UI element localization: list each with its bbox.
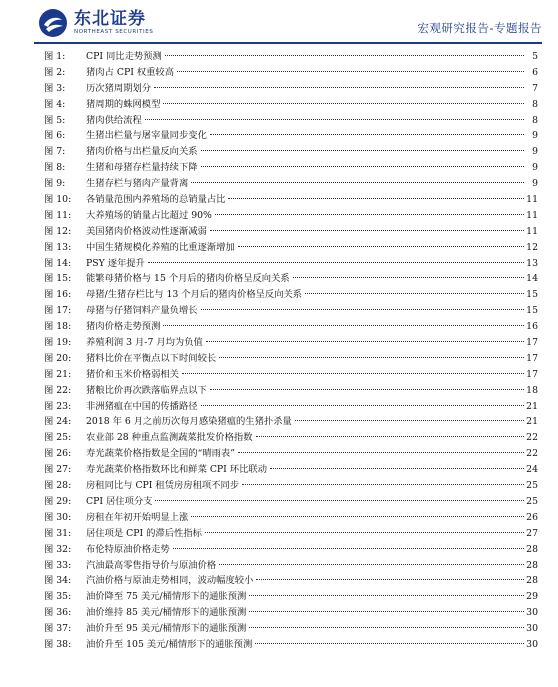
page-number: 22 — [526, 432, 538, 444]
dot-leader — [219, 357, 524, 358]
figure-index-item[interactable] — [44, 192, 538, 208]
page-number: 27 — [526, 527, 538, 539]
page-number: 11 — [526, 209, 538, 221]
figure-index-item[interactable] — [44, 97, 538, 113]
page-number: 9 — [532, 146, 538, 158]
figure-number: 图 29: — [44, 495, 72, 507]
figure-number: 图 22: — [44, 384, 72, 396]
dot-leader — [165, 55, 524, 56]
dot-leader — [295, 420, 524, 421]
page-number: 28 — [526, 543, 538, 555]
page-number: 29 — [526, 591, 538, 603]
figure-title: 布伦特原油价格走势 — [86, 543, 170, 555]
figure-index-item[interactable] — [44, 542, 538, 558]
figure-title: CPI 同比走势预测 — [86, 51, 162, 62]
figure-index-item[interactable] — [44, 589, 538, 605]
figure-index-list — [44, 49, 538, 653]
figure-index-item[interactable] — [44, 256, 538, 272]
page-number: 25 — [526, 495, 538, 507]
figure-number: 图 37: — [44, 623, 72, 635]
dot-leader — [255, 643, 524, 644]
figure-title: 2018 年 6 月之前历次每月感染猪瘟的生猪扑杀量 — [86, 416, 292, 428]
figure-title: 猪肉价格走势预测 — [86, 321, 161, 333]
figure-index-item[interactable] — [44, 621, 538, 637]
figure-index-item[interactable] — [44, 81, 538, 97]
figure-number: 图 21: — [44, 368, 72, 380]
figure-number: 图 33: — [44, 559, 72, 571]
page-number: 22 — [526, 448, 538, 460]
page-number: 15 — [526, 305, 538, 317]
figure-index-item[interactable] — [44, 271, 538, 287]
dot-leader — [210, 389, 524, 390]
page-number: 16 — [526, 321, 538, 333]
figure-title: 历次猪周期划分 — [86, 82, 152, 94]
figure-index-item[interactable] — [44, 335, 538, 351]
figure-number: 图 30: — [44, 511, 72, 523]
figure-number: 图 4: — [44, 98, 66, 110]
dot-leader — [201, 150, 524, 151]
figure-number: 图 18: — [44, 321, 72, 333]
figure-index-item[interactable] — [44, 224, 538, 240]
figure-index-item[interactable] — [44, 208, 538, 224]
figure-title: 油价升至 95 美元/桶情形下的通胀预测 — [86, 623, 247, 635]
figure-title: 生猪出栏量与屠宰量同步变化 — [86, 130, 207, 142]
figure-number: 图 14: — [44, 257, 72, 269]
figure-number: 图 5: — [44, 114, 66, 126]
page-number: 28 — [526, 575, 538, 587]
figure-index-item[interactable] — [44, 478, 538, 494]
figure-title: 美国猪肉价格波动性逐渐减弱 — [86, 225, 207, 237]
page-number: 24 — [526, 464, 538, 476]
dot-leader — [201, 309, 524, 310]
page-number: 28 — [526, 559, 538, 571]
page-number: 17 — [526, 368, 538, 380]
figure-index-item[interactable] — [44, 494, 538, 510]
dot-leader — [256, 436, 525, 437]
figure-number: 图 6: — [44, 130, 66, 142]
figure-number: 图 23: — [44, 400, 72, 412]
figure-title: 寿光蔬菜价格指数环比和鲜菜 CPI 环比联动 — [86, 464, 267, 476]
dot-leader — [219, 564, 524, 565]
dot-leader — [215, 214, 524, 215]
dot-leader — [145, 119, 524, 120]
figure-title: 汽油最高零售指导价与原油价格 — [86, 559, 217, 571]
page-number: 18 — [526, 384, 538, 396]
brand-logo-icon — [38, 8, 68, 38]
figure-index-item[interactable] — [44, 510, 538, 526]
page-number: 15 — [526, 289, 538, 301]
figure-number: 图 2: — [44, 66, 66, 78]
figure-title: 各销量范围内养殖场的总销量占比 — [86, 194, 226, 206]
page-number: 9 — [532, 162, 538, 174]
page-number: 8 — [532, 98, 538, 110]
figure-number: 图 26: — [44, 448, 72, 460]
figure-number: 图 10: — [44, 194, 72, 206]
figure-number: 图 27: — [44, 464, 72, 476]
figure-index-item[interactable] — [44, 128, 538, 144]
dot-leader — [201, 166, 524, 167]
figure-title: 非洲猪瘟在中国的传播路径 — [86, 400, 198, 412]
figure-index-item[interactable] — [44, 414, 538, 430]
figure-index-item[interactable] — [44, 319, 538, 335]
figure-index-item[interactable] — [44, 176, 538, 192]
figure-number: 图 11: — [44, 209, 72, 221]
page-number: 13 — [526, 257, 538, 269]
figure-index-item[interactable] — [44, 446, 538, 462]
dot-leader — [293, 277, 524, 278]
figure-title: 房租在年初开始明显上涨 — [86, 511, 189, 523]
dot-leader — [148, 262, 524, 263]
figure-title: 中国生猪规模化养殖的比重逐渐增加 — [86, 241, 235, 253]
dot-leader — [238, 452, 524, 453]
dot-leader — [191, 516, 524, 517]
page-number: 21 — [526, 416, 538, 428]
figure-index-item[interactable] — [44, 49, 538, 65]
figure-index-item[interactable] — [44, 367, 538, 383]
page-number: 30 — [526, 638, 538, 650]
figure-index-item[interactable] — [44, 65, 538, 81]
figure-title: 猪价和玉米价格弱相关 — [86, 368, 179, 380]
figure-title: 母猪/生猪存栏比与 13 个月后的猪肉价格呈反向关系 — [86, 289, 303, 301]
page-number: 11 — [526, 194, 538, 206]
figure-title: PSY 逐年提升 — [86, 257, 145, 269]
figure-number: 图 15: — [44, 273, 72, 285]
figure-number: 图 13: — [44, 241, 72, 253]
figure-title: 生猪和母猪存栏量持续下降 — [86, 162, 198, 174]
page-number: 17 — [526, 352, 538, 364]
figure-title: 寿光蔬菜价格指数是全国的“晴雨表” — [86, 448, 235, 460]
figure-number: 图 19: — [44, 337, 72, 349]
figure-number: 图 28: — [44, 480, 72, 492]
figure-title: 房租同比与 CPI 租赁房房租项不同步 — [86, 480, 240, 492]
figure-index-item[interactable] — [44, 160, 538, 176]
dot-leader — [201, 405, 524, 406]
figure-index-item[interactable] — [44, 240, 538, 256]
dot-leader — [182, 373, 524, 374]
page-number: 9 — [532, 178, 538, 190]
page-number: 6 — [532, 66, 538, 78]
figure-number: 图 35: — [44, 591, 72, 603]
brand-name-en: NORTHEAST SECURITIES — [74, 29, 154, 35]
figure-title: 猪肉占 CPI 权重较高 — [86, 66, 175, 78]
page-number: 21 — [526, 400, 538, 412]
figure-number: 图 16: — [44, 289, 72, 301]
figure-title: 居住项是 CPI 的滞后性指标 — [86, 527, 202, 539]
page-number: 30 — [526, 623, 538, 635]
dot-leader — [238, 246, 524, 247]
figure-title: 猪肉供给流程 — [86, 114, 142, 126]
page-number: 5 — [532, 51, 538, 62]
figure-index-item[interactable] — [44, 287, 538, 303]
figure-index-item[interactable] — [44, 144, 538, 160]
figure-title: 能繁母猪价格与 15 个月后的猪肉价格呈反向关系 — [86, 273, 290, 285]
page-number: 11 — [526, 225, 538, 237]
figure-title: CPI 居住项分支 — [86, 495, 153, 507]
figure-title: 猪周期的蛛网模型 — [86, 98, 161, 110]
dot-leader — [191, 182, 524, 183]
page-number: 17 — [526, 337, 538, 349]
figure-title: 大养殖场的销量占比超过 90% — [86, 209, 212, 221]
figure-index-item[interactable] — [44, 303, 538, 319]
figure-index-item[interactable] — [44, 605, 538, 621]
figure-title: 油价降至 75 美元/桶情形下的通胀预测 — [86, 591, 247, 603]
dot-leader — [173, 548, 524, 549]
figure-title: 油价维持 85 美元/桶情形下的通胀预测 — [86, 607, 247, 619]
figure-index-item[interactable] — [44, 526, 538, 542]
dot-leader — [249, 611, 524, 612]
dot-leader — [163, 103, 524, 104]
dot-leader — [249, 627, 524, 628]
page-number: 14 — [526, 273, 538, 285]
figure-number: 图 31: — [44, 527, 72, 539]
page-number: 7 — [532, 82, 538, 94]
figure-number: 图 24: — [44, 416, 72, 428]
page-number: 26 — [526, 511, 538, 523]
page-number: 30 — [526, 607, 538, 619]
figure-number: 图 8: — [44, 162, 66, 174]
figure-number: 图 20: — [44, 352, 72, 364]
figure-title: 猪肉价格与出栏量反向关系 — [86, 146, 198, 158]
dot-leader — [210, 230, 524, 231]
figure-index-item[interactable] — [44, 399, 538, 415]
dot-leader — [154, 87, 524, 88]
figure-index-item[interactable] — [44, 383, 538, 399]
brand-logo — [38, 8, 153, 38]
page-header — [0, 0, 558, 46]
figure-index-item[interactable] — [44, 430, 538, 446]
figure-number: 图 38: — [44, 638, 72, 650]
figure-title: 养殖利润 3 月-7 月均为负值 — [86, 337, 203, 349]
figure-number: 图 9: — [44, 178, 66, 190]
dot-leader — [155, 500, 524, 501]
dot-leader — [228, 198, 524, 199]
page-number: 9 — [532, 130, 538, 142]
dot-leader — [205, 532, 524, 533]
figure-title: 猪料比价在平衡点以下时间较长 — [86, 352, 217, 364]
page-number: 8 — [532, 114, 538, 126]
figure-title: 生猪存栏与猪肉产量背离 — [86, 178, 189, 190]
figure-index-item[interactable] — [44, 558, 538, 574]
dot-leader — [270, 468, 524, 469]
figure-index-item[interactable] — [44, 573, 538, 589]
dot-leader — [206, 341, 524, 342]
figure-number: 图 36: — [44, 607, 72, 619]
figure-number: 图 17: — [44, 305, 72, 317]
figure-number: 图 3: — [44, 82, 66, 94]
figure-number: 图 12: — [44, 225, 72, 237]
dot-leader — [177, 71, 524, 72]
figure-index-item[interactable] — [44, 637, 538, 653]
figure-number: 图 1: — [44, 51, 66, 62]
figure-title: 母猪与仔猪饲料产量负增长 — [86, 305, 198, 317]
figure-number: 图 32: — [44, 543, 72, 555]
figure-title: 猪粮比价再次跌落临界点以下 — [86, 384, 207, 396]
header-divider — [34, 42, 542, 44]
figure-index-item[interactable] — [44, 113, 538, 129]
figure-title: 汽油价格与原油走势相同，波动幅度较小 — [86, 575, 254, 587]
page-number: 12 — [526, 241, 538, 253]
page-number: 25 — [526, 480, 538, 492]
report-type-label: 宏观研究报告-专题报告 — [417, 21, 542, 35]
figure-title: 油价升至 105 美元/桶情形下的通胀预测 — [86, 638, 253, 650]
dot-leader — [305, 293, 524, 294]
dot-leader — [210, 134, 524, 135]
dot-leader — [242, 484, 524, 485]
figure-number: 图 7: — [44, 146, 66, 158]
figure-index-item[interactable] — [44, 462, 538, 478]
figure-number: 图 34: — [44, 575, 72, 587]
dot-leader — [256, 579, 524, 580]
figure-title: 农业部 28 种重点监测蔬菜批发价格指数 — [86, 432, 253, 444]
dot-leader — [249, 595, 524, 596]
dot-leader — [163, 325, 524, 326]
brand-name-cn: 东北证券 — [74, 9, 146, 29]
figure-index-item[interactable] — [44, 351, 538, 367]
figure-number: 图 25: — [44, 432, 72, 444]
